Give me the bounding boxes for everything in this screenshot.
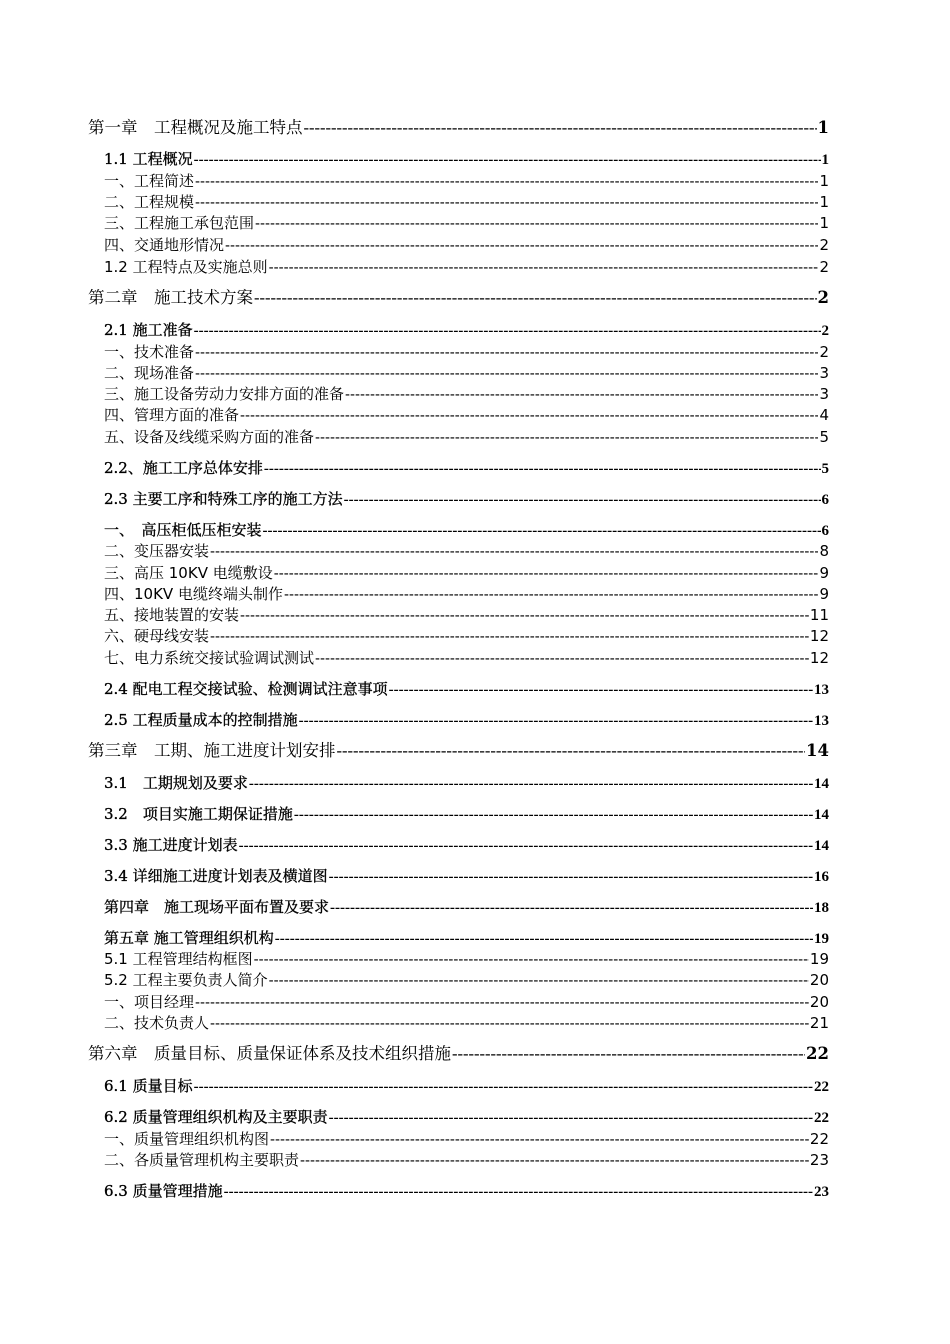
toc-entry-title: 第五章 施工管理组织机构 <box>104 929 274 947</box>
toc-entry-page: 2 <box>819 236 829 254</box>
toc-entry[interactable] <box>104 320 829 341</box>
toc-entry[interactable] <box>104 710 829 731</box>
toc-leader <box>270 1130 809 1150</box>
toc-leader <box>389 680 813 700</box>
toc-entry-page: 11 <box>809 606 829 624</box>
toc-entry-title: 四、交通地形情况 <box>104 236 225 254</box>
toc-entry-title: 第二章 施工技术方案 <box>88 288 253 307</box>
toc-leader <box>315 649 809 669</box>
toc-entry-title: 四、10KV 电缆终端头制作 <box>104 585 283 603</box>
toc-entry-page: 2 <box>821 323 829 339</box>
toc-entry-page: 19 <box>814 931 829 947</box>
toc-leader <box>452 1044 805 1064</box>
toc-leader <box>269 971 809 991</box>
toc-entry-title: 3.4 详细施工进度计划表及横道图 <box>104 867 328 885</box>
toc-entry-page: 5 <box>819 428 829 446</box>
toc-entry[interactable] <box>104 835 829 856</box>
toc-leader <box>240 406 818 426</box>
toc-entry-page: 6 <box>821 523 829 539</box>
toc-entry[interactable] <box>104 605 829 626</box>
toc-entry-chapter-3[interactable] <box>88 741 829 762</box>
toc-entry[interactable] <box>104 563 829 584</box>
toc-leader <box>225 236 818 256</box>
toc-entry-page: 14 <box>814 776 829 792</box>
toc-leader <box>195 172 818 192</box>
toc-entry-page: 12 <box>809 627 829 645</box>
toc-entry[interactable] <box>104 384 829 405</box>
toc-entry-title: 一、质量管理组织机构图 <box>104 1130 270 1148</box>
toc-leader <box>195 993 809 1013</box>
toc-leader <box>210 627 809 647</box>
toc-entry[interactable] <box>104 584 829 605</box>
toc-entry-title: 2.5 工程质量成本的控制措施 <box>104 711 298 729</box>
toc-entry[interactable] <box>104 405 829 426</box>
toc-leader <box>269 258 819 278</box>
toc-leader <box>263 521 821 541</box>
toc-entry-page: 5 <box>821 461 829 477</box>
toc-leader <box>284 585 818 605</box>
toc-entry[interactable] <box>104 773 829 794</box>
toc-entry-title: 二、技术负责人 <box>104 1014 210 1032</box>
toc-entry-title: 第六章 质量目标、质量保证体系及技术组织措施 <box>88 1044 451 1063</box>
toc-entry-page: 23 <box>809 1151 829 1169</box>
toc-leader <box>240 606 809 626</box>
toc-entry-title: 第四章 施工现场平面布置及要求 <box>104 898 330 916</box>
toc-entry[interactable] <box>104 213 829 234</box>
toc-entry[interactable] <box>104 149 829 170</box>
toc-entry-title: 6.3 质量管理措施 <box>104 1182 223 1200</box>
toc-entry-title: 三、高压 10KV 电缆敷设 <box>104 564 273 582</box>
toc-entry-page: 13 <box>814 713 829 729</box>
toc-entry-title: 3.3 施工进度计划表 <box>104 836 238 854</box>
toc-entry-page: 8 <box>819 542 829 560</box>
toc-leader <box>195 193 818 213</box>
toc-entry[interactable] <box>104 1181 829 1202</box>
toc-entry[interactable] <box>104 804 829 825</box>
toc-entry[interactable] <box>104 1013 829 1034</box>
toc-entry-title: 二、工程规模 <box>104 193 195 211</box>
toc-entry-title: 1.2 工程特点及实施总则 <box>104 258 268 276</box>
toc-entry-title: 二、各质量管理机构主要职责 <box>104 1151 300 1169</box>
toc-leader <box>294 805 813 825</box>
toc-entry-title: 二、现场准备 <box>104 364 195 382</box>
toc-entry-page: 18 <box>814 900 829 916</box>
toc-entry-chapter-1[interactable] <box>88 118 829 139</box>
toc-entry-page: 20 <box>809 971 829 989</box>
toc-entry[interactable] <box>104 489 829 510</box>
toc-leader <box>344 490 821 510</box>
toc-entry-page: 3 <box>819 364 829 382</box>
toc-leader <box>329 1108 813 1128</box>
toc-entry-page: 13 <box>814 682 829 698</box>
toc-entry-page: 9 <box>819 585 829 603</box>
toc-leader <box>194 150 821 170</box>
toc-entry-page: 21 <box>809 1014 829 1032</box>
toc-entry-page: 14 <box>814 838 829 854</box>
toc-entry[interactable] <box>104 970 829 991</box>
toc-entry-title: 3.1 工期规划及要求 <box>104 774 248 792</box>
toc-leader <box>337 741 806 761</box>
toc-entry-title: 2.2、施工工序总体安排 <box>104 459 263 477</box>
toc-entry-title: 三、工程施工承包范围 <box>104 214 255 232</box>
toc-leader <box>275 929 813 949</box>
toc-entry-title: 七、电力系统交接试验调试测试 <box>104 649 315 667</box>
toc-entry-title: 5.1 工程管理结构框图 <box>104 950 253 968</box>
toc-leader <box>210 1014 809 1034</box>
toc-entry-page: 14 <box>806 741 829 760</box>
toc-entry-page: 1 <box>819 193 829 211</box>
toc-entry-page: 1 <box>821 152 829 168</box>
toc-entry-page: 2 <box>819 343 829 361</box>
toc-entry-title: 五、接地装置的安装 <box>104 606 240 624</box>
toc-leader <box>254 288 817 308</box>
toc-entry-title: 五、设备及线缆采购方面的准备 <box>104 428 315 446</box>
toc-entry-page: 20 <box>809 993 829 1011</box>
toc-leader <box>194 321 821 341</box>
toc-leader <box>330 898 813 918</box>
toc-entry-chapter-6[interactable] <box>88 1044 829 1065</box>
toc-entry[interactable] <box>104 235 829 256</box>
toc-entry-title: 一、项目经理 <box>104 993 195 1011</box>
toc-entry-title: 3.2 项目实施工期保证措施 <box>104 805 293 823</box>
toc-entry-page: 4 <box>819 406 829 424</box>
toc-leader <box>249 774 813 794</box>
toc-entry-title: 一、技术准备 <box>104 343 195 361</box>
toc-entry-page: 2 <box>817 288 829 307</box>
toc-entry-chapter-2[interactable] <box>88 288 829 309</box>
toc-leader <box>210 542 818 562</box>
toc-entry[interactable] <box>104 626 829 647</box>
toc-entry-page: 22 <box>809 1130 829 1148</box>
toc-entry-page: 12 <box>809 649 829 667</box>
toc-entry-title: 2.3 主要工序和特殊工序的施工方法 <box>104 490 343 508</box>
toc-entry-title: 6.2 质量管理组织机构及主要职责 <box>104 1108 328 1126</box>
toc-entry[interactable] <box>104 363 829 384</box>
toc-leader <box>329 867 813 887</box>
toc-entry-title: 一、工程简述 <box>104 172 195 190</box>
toc-entry-page: 22 <box>806 1044 829 1063</box>
toc-entry-page: 6 <box>821 492 829 508</box>
toc-entry-page: 1 <box>817 118 829 137</box>
toc-leader <box>299 711 813 731</box>
toc-entry-page: 14 <box>814 807 829 823</box>
toc-entry-page: 19 <box>809 950 829 968</box>
toc-entry-page: 1 <box>819 172 829 190</box>
toc-entry-chapter-5[interactable] <box>104 928 829 949</box>
toc-entry-title: 6.1 质量目标 <box>104 1077 193 1095</box>
toc-entry[interactable] <box>104 257 829 278</box>
toc-entry-page: 1 <box>819 214 829 232</box>
toc-entry[interactable] <box>104 949 829 970</box>
toc-leader <box>194 1077 813 1097</box>
toc-entry[interactable] <box>104 1076 829 1097</box>
toc-entry[interactable] <box>104 192 829 213</box>
toc-entry-title: 第三章 工期、施工进度计划安排 <box>88 741 336 760</box>
toc-entry[interactable] <box>104 458 829 479</box>
toc-entry[interactable] <box>104 541 829 562</box>
toc-entry-page: 16 <box>814 869 829 885</box>
toc-entry-title: 二、变压器安装 <box>104 542 210 560</box>
toc-entry[interactable] <box>104 1150 829 1171</box>
toc-entry[interactable] <box>104 520 829 541</box>
toc-leader <box>300 1151 809 1171</box>
toc-entry-title: 六、硬母线安装 <box>104 627 210 645</box>
toc-leader <box>264 459 821 479</box>
toc-leader <box>315 428 818 448</box>
toc-leader <box>304 118 817 138</box>
toc-entry[interactable] <box>104 992 829 1013</box>
toc-entry[interactable] <box>104 342 829 363</box>
toc-entry-title: 第一章 工程概况及施工特点 <box>88 118 303 137</box>
toc-entry-title: 1.1 工程概况 <box>104 150 193 168</box>
toc-entry-title: 5.2 工程主要负责人简介 <box>104 971 268 989</box>
toc-entry-page: 23 <box>814 1184 829 1200</box>
toc-leader <box>239 836 813 856</box>
toc-entry-title: 一、 高压柜低压柜安装 <box>104 521 262 539</box>
toc-leader <box>345 385 818 405</box>
toc-entry[interactable] <box>104 171 829 192</box>
toc-leader <box>195 343 818 363</box>
toc-entry-title: 三、施工设备劳动力安排方面的准备 <box>104 385 345 403</box>
toc-leader <box>274 564 819 584</box>
toc-entry[interactable] <box>104 679 829 700</box>
toc-entry-page: 2 <box>819 258 829 276</box>
toc-entry-title: 2.4 配电工程交接试验、检测调试注意事项 <box>104 680 388 698</box>
toc-entry-page: 3 <box>819 385 829 403</box>
toc-entry-page: 22 <box>814 1110 829 1126</box>
toc-leader <box>255 214 818 234</box>
toc-entry-page: 9 <box>819 564 829 582</box>
toc-entry[interactable] <box>104 866 829 887</box>
toc-entry[interactable] <box>104 648 829 669</box>
toc-leader <box>254 950 809 970</box>
toc-entry-chapter-4[interactable] <box>104 897 829 918</box>
toc-entry[interactable] <box>104 1107 829 1128</box>
toc-entry-page: 22 <box>814 1079 829 1095</box>
toc-leader <box>195 364 818 384</box>
toc-entry[interactable] <box>104 1129 829 1150</box>
toc-entry[interactable] <box>104 427 829 448</box>
toc-entry-title: 2.1 施工准备 <box>104 321 193 339</box>
toc-entry-title: 四、管理方面的准备 <box>104 406 240 424</box>
toc-leader <box>224 1182 813 1202</box>
